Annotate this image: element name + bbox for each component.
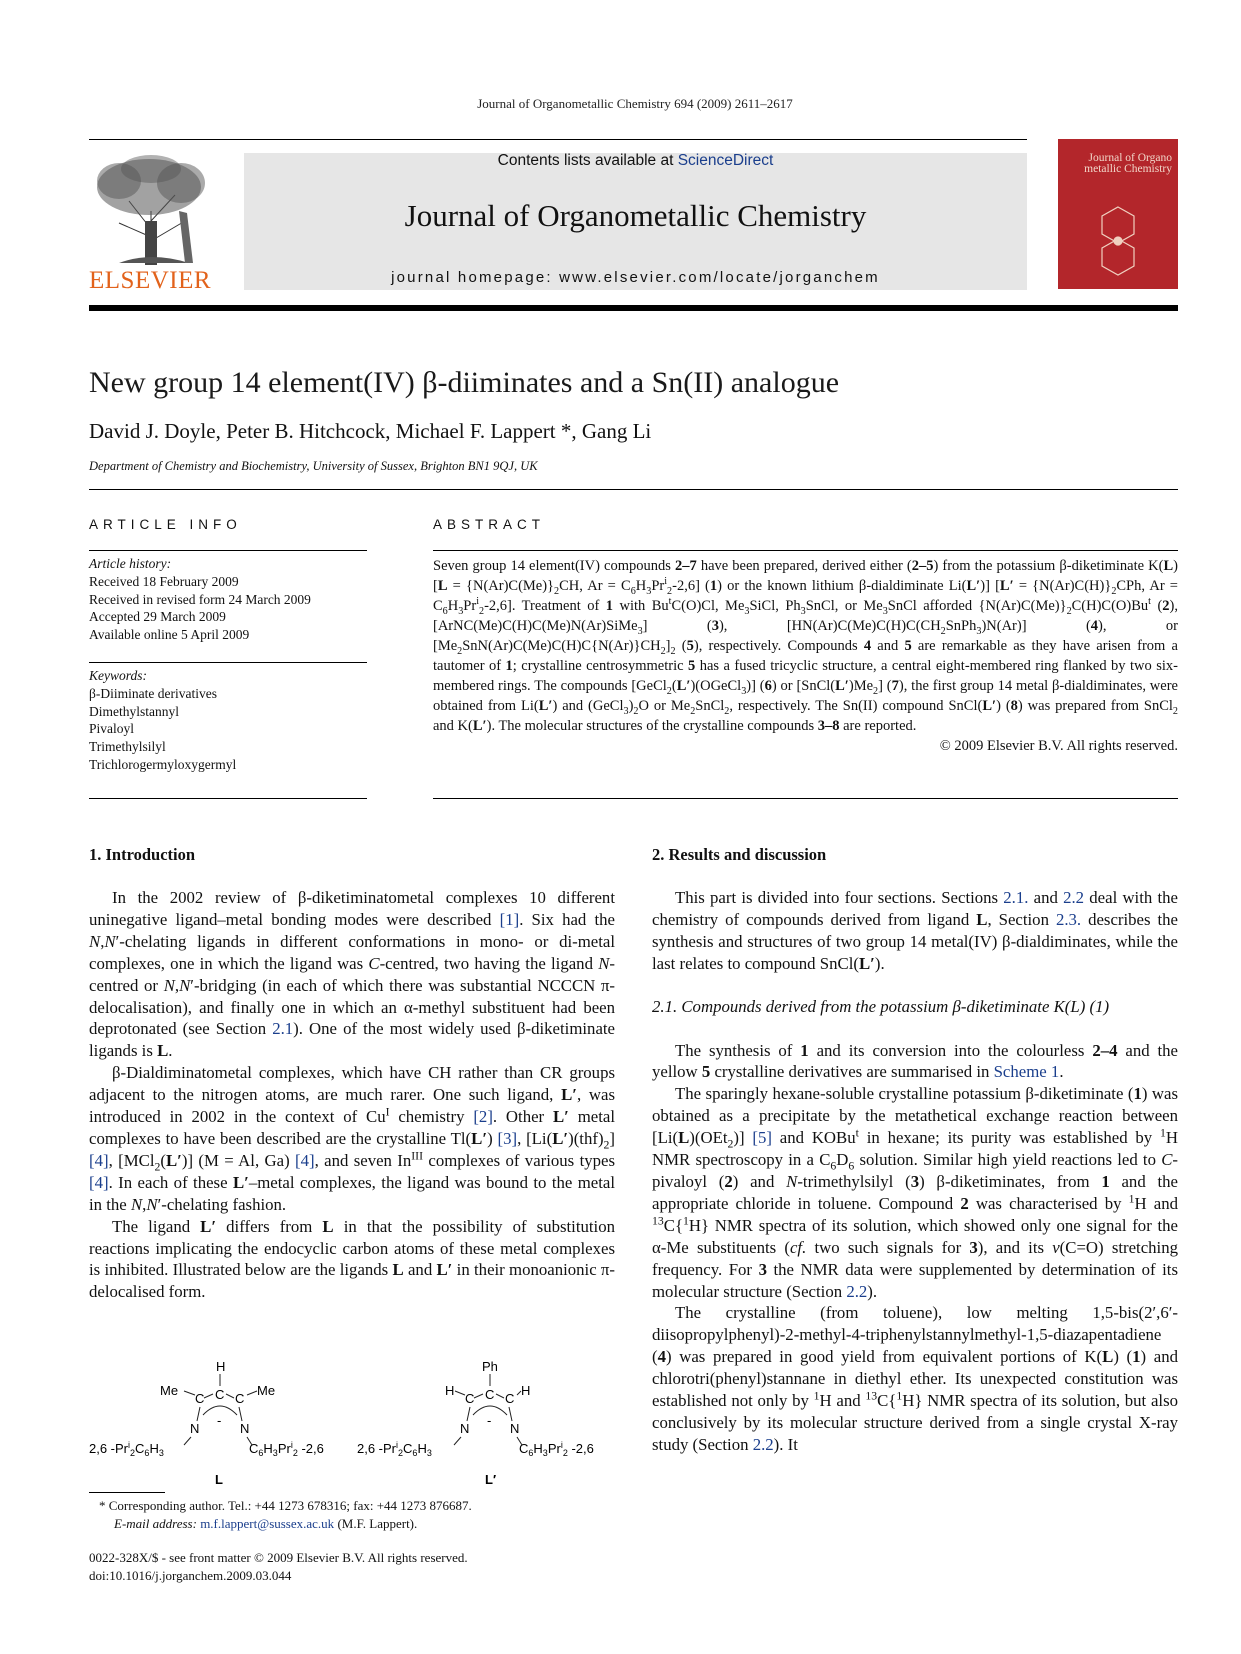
keyword-item: Trimethylsilyl xyxy=(89,739,166,755)
atom-label: N xyxy=(240,1421,250,1436)
history-accepted: Accepted 29 March 2009 xyxy=(89,609,226,625)
atom-label: H xyxy=(216,1359,226,1374)
results-paragraph: The sparingly hexane-soluble crystalline potassium β-diketiminate (1) was obtained as a precipitate by the metathetical exchange reaction between [Li(L)(OEt$_2$)] [5] and KOBu$^t$ in hexane; its purity was established by $^1$H NMR spectroscopy in a $C_6D_6$ solution. Similar high yield reactions led to C-pivaloyl (2) and N-trimethylsilyl (3) β-diketiminates, from 1 and the appropriate chloride in toluene. Compound 2 was characterised by $^1$H and $^{13}$C{$^1$H} NMR spectra of its solution, which showed only one signal for the α-Me substituents (cf. two such signals for 3), and its ν(C=O) stretching frequency. For 3 the NMR data were supplemented by determination of its molecular structure (Section 2.2). xyxy=(652,1084,1179,1301)
atom-label: C xyxy=(195,1391,205,1406)
journal-homepage[interactable]: journal homepage: www.elsevier.com/locate/jorganchem xyxy=(391,269,880,286)
aryl-substituent-label: 2,6 $-Pr^i_2C_6H_3$ xyxy=(89,1440,164,1458)
svg-text:-: - xyxy=(217,1413,222,1428)
email-suffix: (M.F. Lappert). xyxy=(334,1515,418,1531)
atom-label: N xyxy=(190,1421,200,1436)
history-label: Article history: xyxy=(89,556,172,571)
header-rule xyxy=(89,139,1027,140)
abstract-rule-top xyxy=(433,550,1178,551)
footnote xyxy=(99,1497,619,1532)
results-paragraph: This part is divided into four sections. Sections 2.1. and 2.2 deal with the chemistry of compounds derived from ligand L, Section 2.3. describes the synthesis and structures of two group 14 metal(IV) β-dialdiminates, while the last relates to compound SnCl(L′). xyxy=(652,888,1178,973)
keywords xyxy=(89,667,369,774)
intro-body xyxy=(89,887,615,1303)
affiliation: Department of Chemistry and Biochemistry, University of Sussex, Brighton BN1 9QJ, UK xyxy=(89,459,538,473)
abstract-rule-bottom xyxy=(433,798,1178,799)
article-info-rule-top xyxy=(89,550,367,551)
intro-paragraph: The ligand L′ differs from L in that the possibility of substitution reactions implicating the endocyclic carbon atoms of these metal complexes is inhibited. Illustrated below are the ligands L and L′ in their monoanionic π-delocalised form. xyxy=(89,1216,615,1302)
intro-paragraph: In the 2002 review of β-diketiminatometal complexes 10 different uninegative ligand–metal bonding modes were described [1]. Six had the N,N′-chelating ligands in different conformations in mono- or di-metal complexes, one in which the ligand was C-centred, two having the ligand N-centred or N,N′-bridging (in each of which there was substantial NCCCN π-delocalisation), and finally one in which an α-methyl substituent had been deprotonated (see Section 2.1). One of the most widely used β-diketiminate ligands is L. xyxy=(89,888,616,1061)
journal-citation: Journal of Organometallic Chemistry 694 (2009) 2611–2617 xyxy=(477,96,793,111)
intro-paragraph: β-Dialdiminatometal complexes, which have CH rather than CR groups adjacent to the nitrogen atoms, are much rarer. One such ligand, L′, was introduced in 2002 in the context of $Cu^I$ chemistry [2]. Other L′ metal complexes to have been described are the crystalline Tl(L′) [3], $[Li(L')(thf)_2]$ [4], [MCl$_2$(L′)] (M = Al, Ga) [4], and seven $In^{III}$ complexes of various types [4]. In each of these L′–metal complexes, the ligand was bound to the metal in the N,N′-chelating fashion. xyxy=(89,1063,615,1214)
header-thick-rule xyxy=(89,305,1178,311)
atom-label: C xyxy=(215,1387,225,1402)
issn-line: 0022-328X/$ - see front matter © 2009 Elsevier B.V. All rights reserved. xyxy=(89,1550,468,1565)
history-revised: Received in revised form 24 March 2009 xyxy=(89,591,311,607)
results-paragraph: The crystalline (from toluene), low melting 1,5-bis(2′,6′-diisopropylphenyl)-2-methyl-4-triphenylstannylmethyl-1,5-diazapentadiene (4) was prepared in good yield from equivalent portions of K(L) (1) and chlorotri(phenyl)stannane in diethyl ether. Its unexpected constitution was established not only by $^1$H and $^{13}$C{$^1$H} NMR spectra of its solution, but also conclusively by its molecular structure derived from a single crystal X-ray study (Section 2.2). It xyxy=(652,1303,1179,1454)
contents-prefix: Contents lists available at xyxy=(497,152,678,169)
atom-label: H xyxy=(521,1383,531,1398)
atom-label: C xyxy=(505,1391,515,1406)
results-body xyxy=(652,887,1178,1456)
aryl-substituent-label: $C_6H_3Pr^i_2$ -2,6 xyxy=(519,1440,594,1458)
footnote-rule xyxy=(89,1492,165,1493)
elsevier-tree-logo xyxy=(89,151,213,267)
keyword-item: Dimethylstannyl xyxy=(89,703,179,719)
email-label: E-mail address: xyxy=(114,1515,201,1531)
article-history xyxy=(89,555,369,644)
history-received: Received 18 February 2009 xyxy=(89,573,239,589)
svg-text:-: - xyxy=(487,1413,492,1428)
corresponding-author-note: * Corresponding author. Tel.: +44 1273 678316; fax: +44 1273 876687. xyxy=(99,1498,472,1513)
keywords-label: Keywords: xyxy=(89,668,147,683)
article-info-rule-bottom xyxy=(89,798,367,799)
methyl-label: Me xyxy=(160,1383,179,1398)
journal-cover-image xyxy=(1058,139,1178,289)
article-info-rule-mid xyxy=(89,662,367,663)
abstract-copyright: © 2009 Elsevier B.V. All rights reserved. xyxy=(939,738,1178,754)
ligand-structures-figure xyxy=(89,1355,615,1485)
issn-block xyxy=(89,1549,629,1584)
atom-label: C xyxy=(485,1387,495,1402)
atom-label: N xyxy=(510,1421,520,1436)
keyword-item: β-Diiminate derivatives xyxy=(89,685,217,701)
keyword-item: Pivaloyl xyxy=(89,721,135,737)
article-title: New group 14 element(IV) β-diiminates and a Sn(II) analogue xyxy=(89,366,840,399)
elsevier-wordmark: ELSEVIER xyxy=(89,267,212,294)
ligand-l-prime-structure xyxy=(357,1359,594,1485)
atom-label: C xyxy=(235,1391,245,1406)
journal-name: Journal of Organometallic Chemistry xyxy=(404,198,867,233)
atom-label: C xyxy=(465,1391,475,1406)
article-info-heading: ARTICLE INFO xyxy=(89,517,242,532)
atom-label: H xyxy=(445,1383,455,1398)
article-authors: David J. Doyle, Peter B. Hitchcock, Michael F. Lappert *, Gang Li xyxy=(89,419,652,443)
results-subheading: 2.1. Compounds derived from the potassium β-diketiminate K(L) (1) xyxy=(652,996,1110,1016)
doi-line[interactable]: doi:10.1016/j.jorganchem.2009.03.044 xyxy=(89,1567,292,1583)
methyl-label: Me xyxy=(257,1383,276,1398)
aryl-substituent-label: $C_6H_3Pr^i_2$ -2,6 xyxy=(249,1440,324,1458)
intro-heading: 1. Introduction xyxy=(89,845,196,864)
ligand-l-label: L xyxy=(215,1472,223,1485)
ligand-l-prime-label: L′ xyxy=(485,1472,497,1485)
cover-title: Journal of Organo metallic Chemistry xyxy=(1084,152,1172,175)
abstract-text: Seven group 14 element(IV) compounds 2–7 have been prepared, derived either (2–5) from the potassium β-diketiminate K(L) [$L = \{N(Ar)C(Me)\}_2CH$, $Ar = C_6H_3Pr^i_2-2,6$] (1) or the known lithium β-dialdiminate Li(L′)] [$L' = \{N(Ar)C(H)\}_2CPh$, $Ar = C_6H_3Pr^i_2-2,6$]. Treatment of 1 with Bu$^t$C(O)Cl, $Me_3SiCl$, $Ph_3SnCl$, or $Me_3SnCl$ afforded $\{N(Ar)C(Me)\}_2C(H)C(O)Bu^t$ (2), [ArNC(Me)C(H)C(Me)N(Ar)SiMe$_3$] (3), $[HN(Ar)C(Me)C(H)C(CH_2SnPh_3)N(Ar)]$ (4), or $[Me_2SnN(Ar)C(Me)C(H)C\{N(Ar)\}CH_2]_2$ (5), respectively. Compounds 4 and 5 are remarkable as they have arisen from a tautomer of 1; crystalline centrosymmetric 5 has a fused tricyclic structure, a central eight-membered ring flanked by two six-membered rings. The compounds [GeCl$_2$(L′)(OGeCl$_3$)] (6) or $[SnCl(L')Me_2]$ (7), the first group 14 metal β-dialdiminates, were obtained from Li(L′) and $(GeCl_3)_2O$ or $Me_2SnCl_2$, respectively. The Sn(II) compound SnCl(L′) (8) was prepared from SnCl$_2$ and K(L′). The molecular structures of the crystalline compounds 3–8 are reported. xyxy=(433,558,1178,734)
abstract-body xyxy=(433,556,1178,756)
contents-line xyxy=(244,152,1027,170)
cover-molecule-icon xyxy=(1088,201,1148,281)
title-rule xyxy=(89,489,1178,490)
atom-label: Ph xyxy=(482,1359,498,1374)
ligand-l-structure xyxy=(89,1359,324,1485)
email-link[interactable]: m.f.lappert@sussex.ac.uk xyxy=(200,1515,335,1531)
sciencedirect-link[interactable]: ScienceDirect xyxy=(677,152,774,169)
atom-label: N xyxy=(460,1421,470,1436)
email-line xyxy=(99,1515,619,1533)
aryl-substituent-label: 2,6 $-Pr^i_2C_6H_3$ xyxy=(357,1440,432,1458)
abstract-heading: ABSTRACT xyxy=(433,517,546,532)
results-paragraph: The synthesis of 1 and its conversion into the colourless 2–4 and the yellow 5 crystalline derivatives are summarised in Scheme 1. xyxy=(652,1040,1179,1082)
keyword-item: Trichlorogermyloxygermyl xyxy=(89,756,237,772)
results-heading: 2. Results and discussion xyxy=(652,845,827,864)
history-online: Available online 5 April 2009 xyxy=(89,627,250,643)
